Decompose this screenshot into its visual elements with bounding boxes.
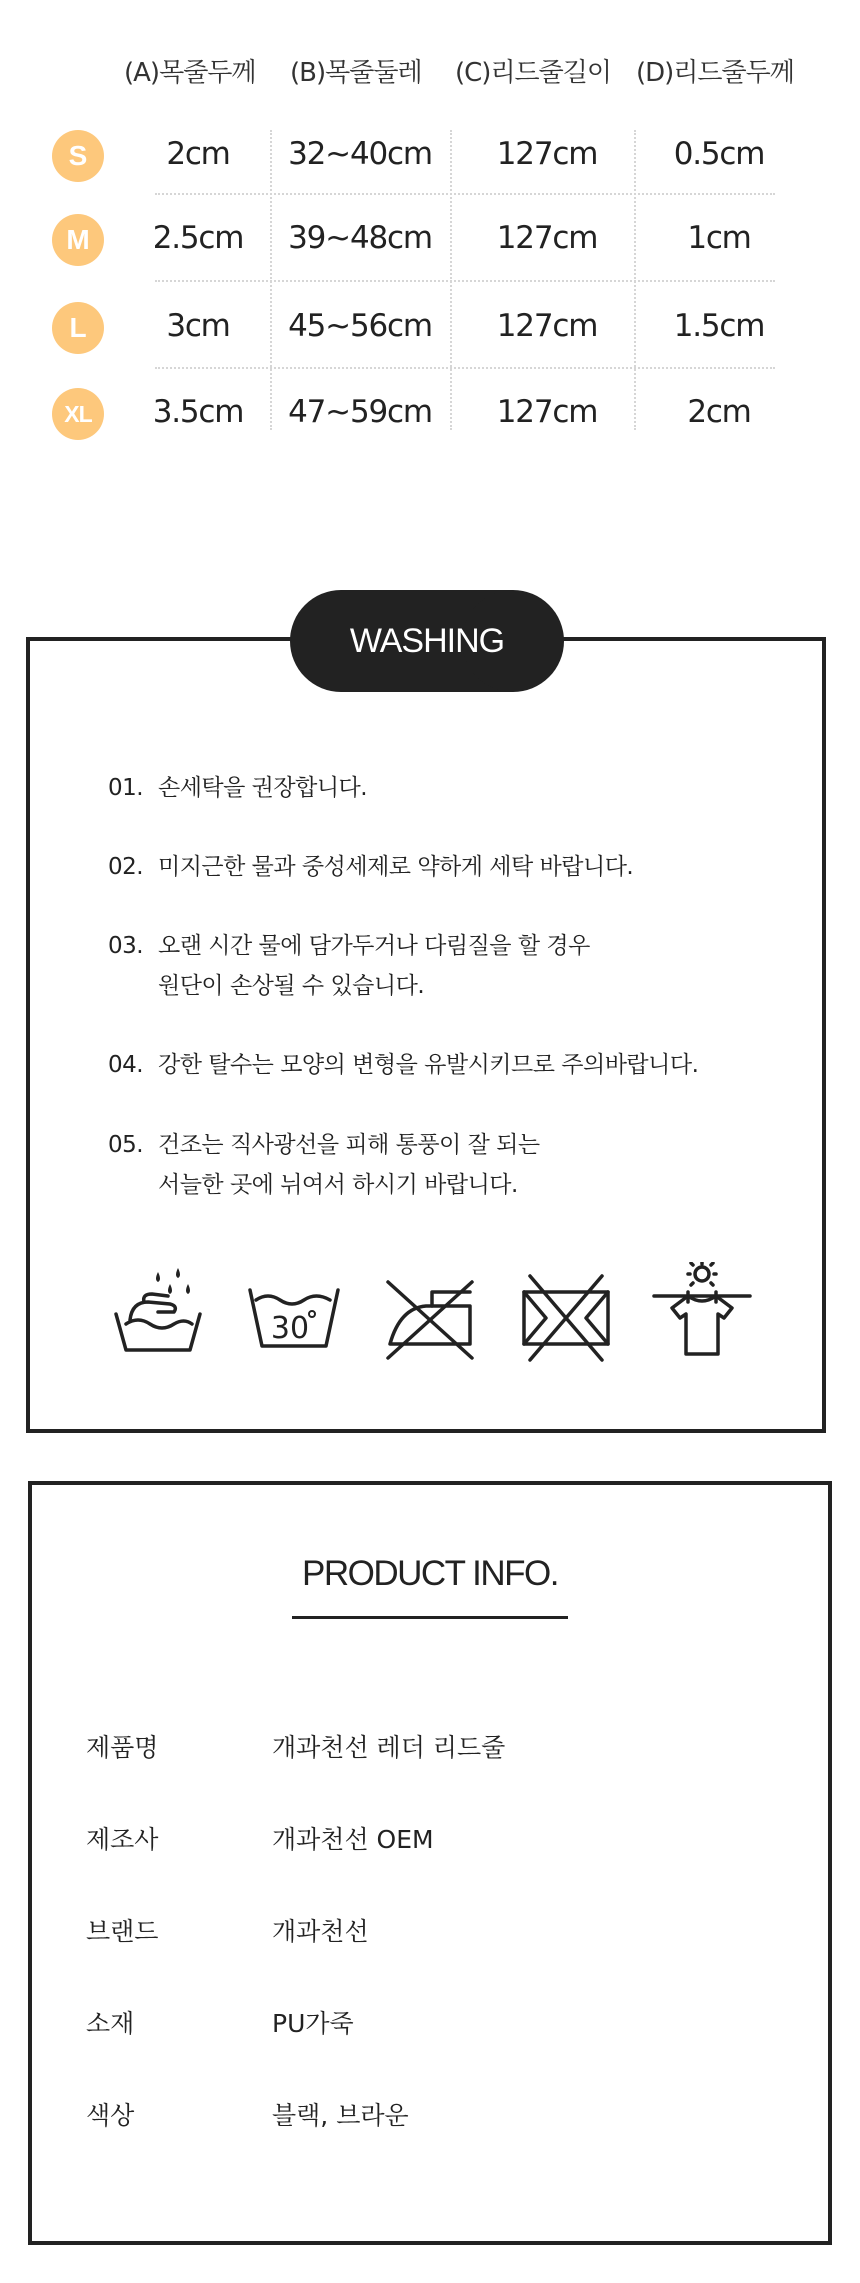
table-row [0, 302, 860, 388]
cell-lead-thickness: 1.5cm [673, 308, 765, 344]
info-row [0, 1728, 860, 1768]
wash-30-icon [244, 1262, 344, 1362]
info-label: 색상 [86, 2101, 135, 2130]
info-value: 개과천선 레더 리드줄 [272, 1733, 506, 1762]
cell-lead-length: 127cm [496, 136, 598, 172]
info-row [0, 1912, 860, 1952]
washing-instruction [108, 1125, 540, 1205]
washing-instruction [108, 768, 367, 808]
instruction-text: 오랜 시간 물에 담가두거나 다림질을 할 경우 [158, 933, 590, 959]
instruction-number: 03. [108, 933, 144, 959]
instruction-number: 05. [108, 1132, 144, 1158]
wash-temperature-label: 30 [270, 1311, 310, 1346]
size-badge: XL [52, 388, 104, 440]
info-row [0, 1820, 860, 1860]
column-header-neck-circumference: (B)목줄둘레 [290, 58, 422, 88]
cell-neck-thickness: 2cm [166, 136, 230, 172]
info-row [0, 2004, 860, 2044]
cell-lead-length: 127cm [496, 394, 598, 430]
washing-instruction [108, 926, 590, 1006]
cell-lead-thickness: 1cm [687, 220, 751, 256]
cell-lead-thickness: 0.5cm [673, 136, 765, 172]
cell-neck-thickness: 3cm [166, 308, 230, 344]
instruction-text: 미지근한 물과 중성세제로 약하게 세탁 바랍니다. [158, 854, 634, 880]
info-value: 블랙, 브라운 [272, 2101, 409, 2130]
no-iron-icon [380, 1262, 480, 1362]
column-header-lead-thickness: (D)리드줄두께 [636, 58, 794, 88]
instruction-text: 손세탁을 권장합니다. [158, 775, 368, 801]
instruction-number: 01. [108, 775, 144, 801]
size-badge: M [52, 214, 104, 266]
info-label: 소재 [86, 2009, 135, 2038]
washing-title-badge [290, 590, 564, 692]
column-header-neck-thickness: (A)목줄두께 [124, 58, 256, 88]
product-info-title: PRODUCT INFO. [302, 1554, 558, 1593]
size-badge: S [52, 130, 104, 182]
instruction-text: 강한 탈수는 모양의 변형을 유발시키므로 주의바랍니다. [158, 1052, 699, 1078]
size-badge: L [52, 302, 104, 354]
table-row [0, 130, 860, 216]
cell-neck-thickness: 2.5cm [152, 220, 244, 256]
instruction-text-continued: 원단이 손상될 수 있습니다. [158, 973, 425, 999]
instruction-number: 02. [108, 854, 144, 880]
table-row [0, 214, 860, 300]
washing-title: WASHING [349, 622, 505, 660]
table-row [0, 388, 860, 474]
info-row [0, 2096, 860, 2136]
cell-lead-thickness: 2cm [687, 394, 751, 430]
info-label: 제조사 [86, 1825, 159, 1854]
column-header-lead-length: (C)리드줄길이 [455, 58, 612, 88]
cell-neck-circumference: 45~56cm [288, 308, 432, 344]
hand-wash-icon [108, 1262, 208, 1362]
cell-lead-length: 127cm [496, 220, 598, 256]
washing-instruction [108, 847, 633, 887]
cell-lead-length: 127cm [496, 308, 598, 344]
instruction-number: 04. [108, 1052, 144, 1078]
cell-neck-circumference: 39~48cm [288, 220, 432, 256]
instruction-text: 건조는 직사광선을 피해 통풍이 잘 되는 [158, 1132, 540, 1158]
cell-neck-circumference: 47~59cm [288, 394, 432, 430]
info-value: 개과천선 OEM [272, 1825, 434, 1854]
dry-in-shade-icon [652, 1262, 752, 1362]
info-label: 브랜드 [86, 1917, 159, 1946]
cell-neck-thickness: 3.5cm [152, 394, 244, 430]
instruction-text-continued: 서늘한 곳에 뉘여서 하시기 바랍니다. [158, 1172, 518, 1198]
no-tumble-dry-icon [516, 1262, 616, 1362]
product-info-title-underline [292, 1616, 568, 1619]
cell-neck-circumference: 32~40cm [288, 136, 432, 172]
info-value: 개과천선 [272, 1917, 369, 1946]
washing-instruction [108, 1045, 698, 1085]
info-label: 제품명 [86, 1733, 159, 1762]
info-value: PU가죽 [272, 2009, 354, 2038]
size-table [0, 0, 860, 470]
